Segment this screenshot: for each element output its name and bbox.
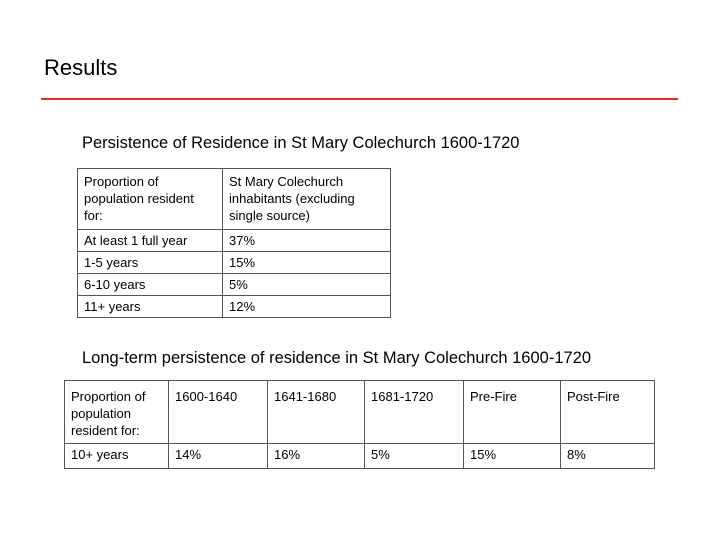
long-term-persistence-table <box>64 380 655 469</box>
table-cell: At least 1 full year <box>78 230 223 252</box>
table-row <box>65 444 655 469</box>
table-row <box>78 230 391 252</box>
table-header-row <box>65 381 655 444</box>
table-cell: 15% <box>223 252 391 274</box>
table-row <box>78 274 391 296</box>
header-cell: 1600-1640 <box>169 381 268 444</box>
table-row <box>78 296 391 318</box>
residence-persistence-table <box>77 168 391 318</box>
table-cell: 12% <box>223 296 391 318</box>
header-cell: Proportion of population resident for: <box>78 169 223 230</box>
table-cell: 37% <box>223 230 391 252</box>
table-cell: 5% <box>365 444 464 469</box>
slide-title: Results <box>44 55 118 80</box>
table-cell: 8% <box>561 444 655 469</box>
header-cell: Post-Fire <box>561 381 655 444</box>
header-cell: 1681-1720 <box>365 381 464 444</box>
table-cell: 16% <box>268 444 365 469</box>
table-cell: 5% <box>223 274 391 296</box>
table1-heading: Persistence of Residence in St Mary Colechurch 1600-1720 <box>82 134 520 152</box>
table-cell: 6-10 years <box>78 274 223 296</box>
table2-heading: Long-term persistence of residence in St Mary Colechurch 1600-1720 <box>82 349 592 367</box>
header-cell: Proportion of population resident for: <box>65 381 169 444</box>
table-header-row <box>78 169 391 230</box>
table-cell: 15% <box>464 444 561 469</box>
table-cell: 1-5 years <box>78 252 223 274</box>
table-cell: 14% <box>169 444 268 469</box>
header-cell: 1641-1680 <box>268 381 365 444</box>
table-cell: 11+ years <box>78 296 223 318</box>
table-cell: 10+ years <box>65 444 169 469</box>
header-cell: Pre-Fire <box>464 381 561 444</box>
header-cell: St Mary Colechurch inhabitants (excluding single source) <box>223 169 391 230</box>
table-row <box>78 252 391 274</box>
title-divider <box>41 98 678 100</box>
